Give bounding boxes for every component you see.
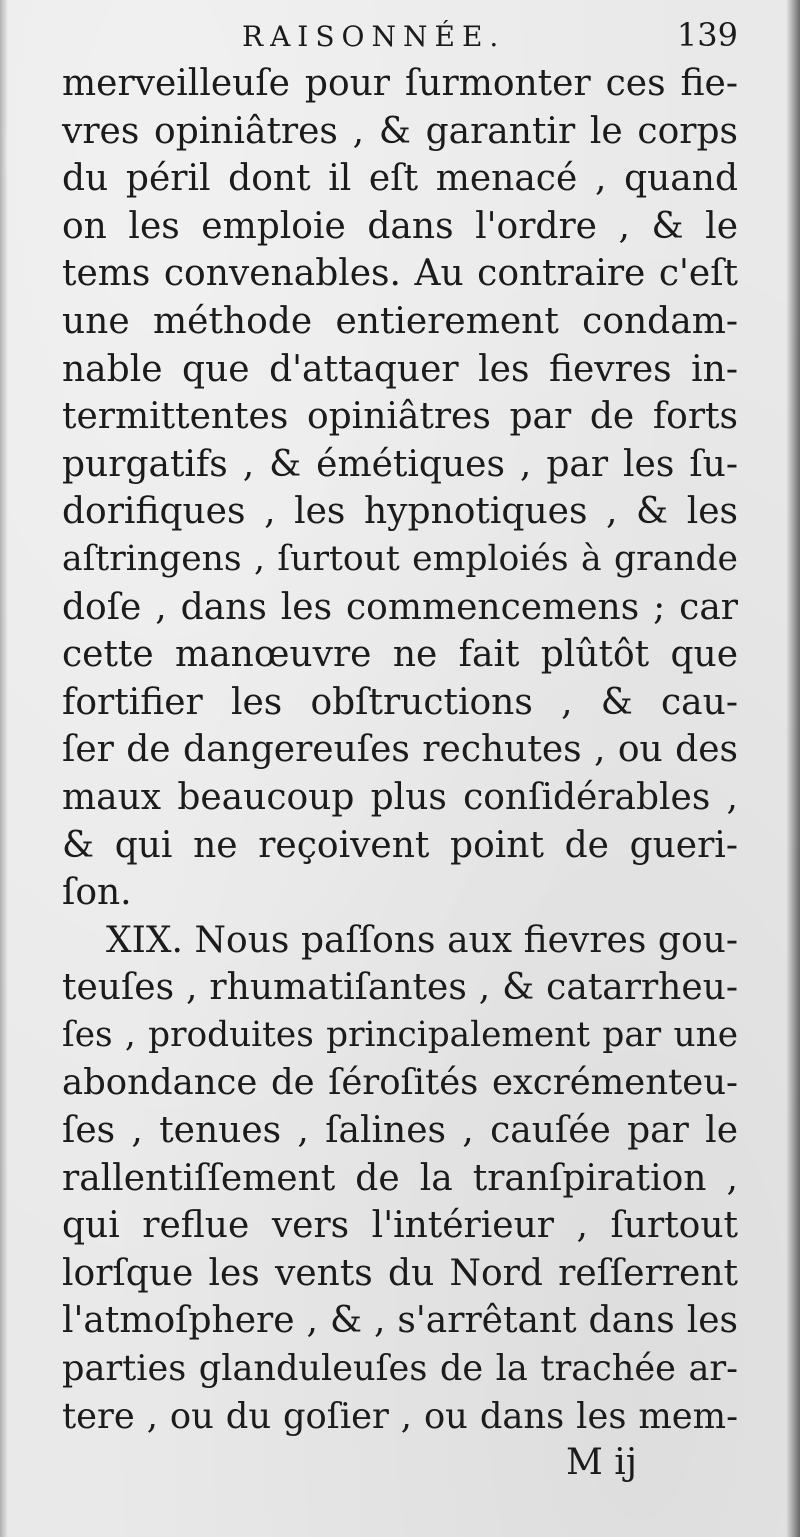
- text-line: cette manœuvre ne fait plûtôt que: [62, 634, 738, 676]
- text-line: ſes , produites principalement par une: [62, 1014, 738, 1055]
- running-head: [62, 14, 738, 62]
- text-line: une méthode entierement condam-: [62, 300, 738, 342]
- text-line: ſon.: [62, 872, 132, 914]
- text-line: l'atmoſphere , & , s'arrêtant dans les: [62, 1300, 738, 1342]
- text-line: termittentes opiniâtres par de forts: [62, 396, 738, 438]
- text-line: abondance de ſéroſités excrémenteu-: [62, 1062, 738, 1104]
- page-number: 139: [676, 16, 738, 54]
- text-line: purgatifs , & émétiques , par les ſu-: [62, 443, 738, 485]
- text-line: ſer de dangereuſes rechutes , ou des: [62, 729, 738, 771]
- text-line: parties glanduleuſes de la trachée ar-: [62, 1348, 738, 1390]
- text-line: lorſque les vents du Nord reſſerrent: [62, 1252, 738, 1294]
- text-line: aſtringens , ſurtout emploiés à grande: [62, 538, 738, 579]
- text-line: du péril dont il eſt menacé , quand: [62, 158, 738, 200]
- text-line: ſes , tenues , ſalines , cauſée par le: [62, 1110, 738, 1152]
- page-edge-shadow: [786, 0, 800, 1537]
- text-line: tems convenables. Au contraire c'eſt: [62, 253, 738, 295]
- text-line: & qui ne reçoivent point de gueri-: [62, 824, 738, 866]
- text-line: tere , ou du goſier , ou dans les mem-: [62, 1395, 738, 1437]
- text-line: vres opiniâtres , & garantir le corps: [62, 110, 738, 152]
- body-text: [62, 60, 738, 1440]
- text-line: merveilleuſe pour ſurmonter ces fie-: [62, 63, 738, 104]
- text-line: nable que d'attaquer les fievres in-: [62, 348, 738, 390]
- running-title: RAISONNÉE.: [242, 20, 506, 53]
- text-line: on les emploie dans l'ordre , & le: [62, 205, 738, 247]
- text-line: dorifiques , les hypnotiques , & les: [62, 491, 738, 533]
- text-line: rallentiſſement de la tranſpiration ,: [62, 1157, 738, 1199]
- text-line: qui reflue vers l'intérieur , ſurtout: [62, 1205, 738, 1247]
- text-line: maux beaucoup plus conſidérables ,: [62, 776, 738, 818]
- paragraph-2: [62, 917, 738, 1441]
- text-line: XIX. Nous paſſons aux fievres gou-: [106, 919, 738, 961]
- paragraph-1: [62, 60, 738, 917]
- text-line: teuſes , rhumatiſantes , & catarrheu-: [62, 967, 738, 1009]
- signature-mark: M ij: [566, 1442, 637, 1483]
- text-line: doſe , dans les commencemens ; car: [62, 586, 738, 628]
- page-gutter-shadow: [0, 0, 8, 1537]
- text-line: fortifier les obſtructions , & cau-: [62, 681, 738, 723]
